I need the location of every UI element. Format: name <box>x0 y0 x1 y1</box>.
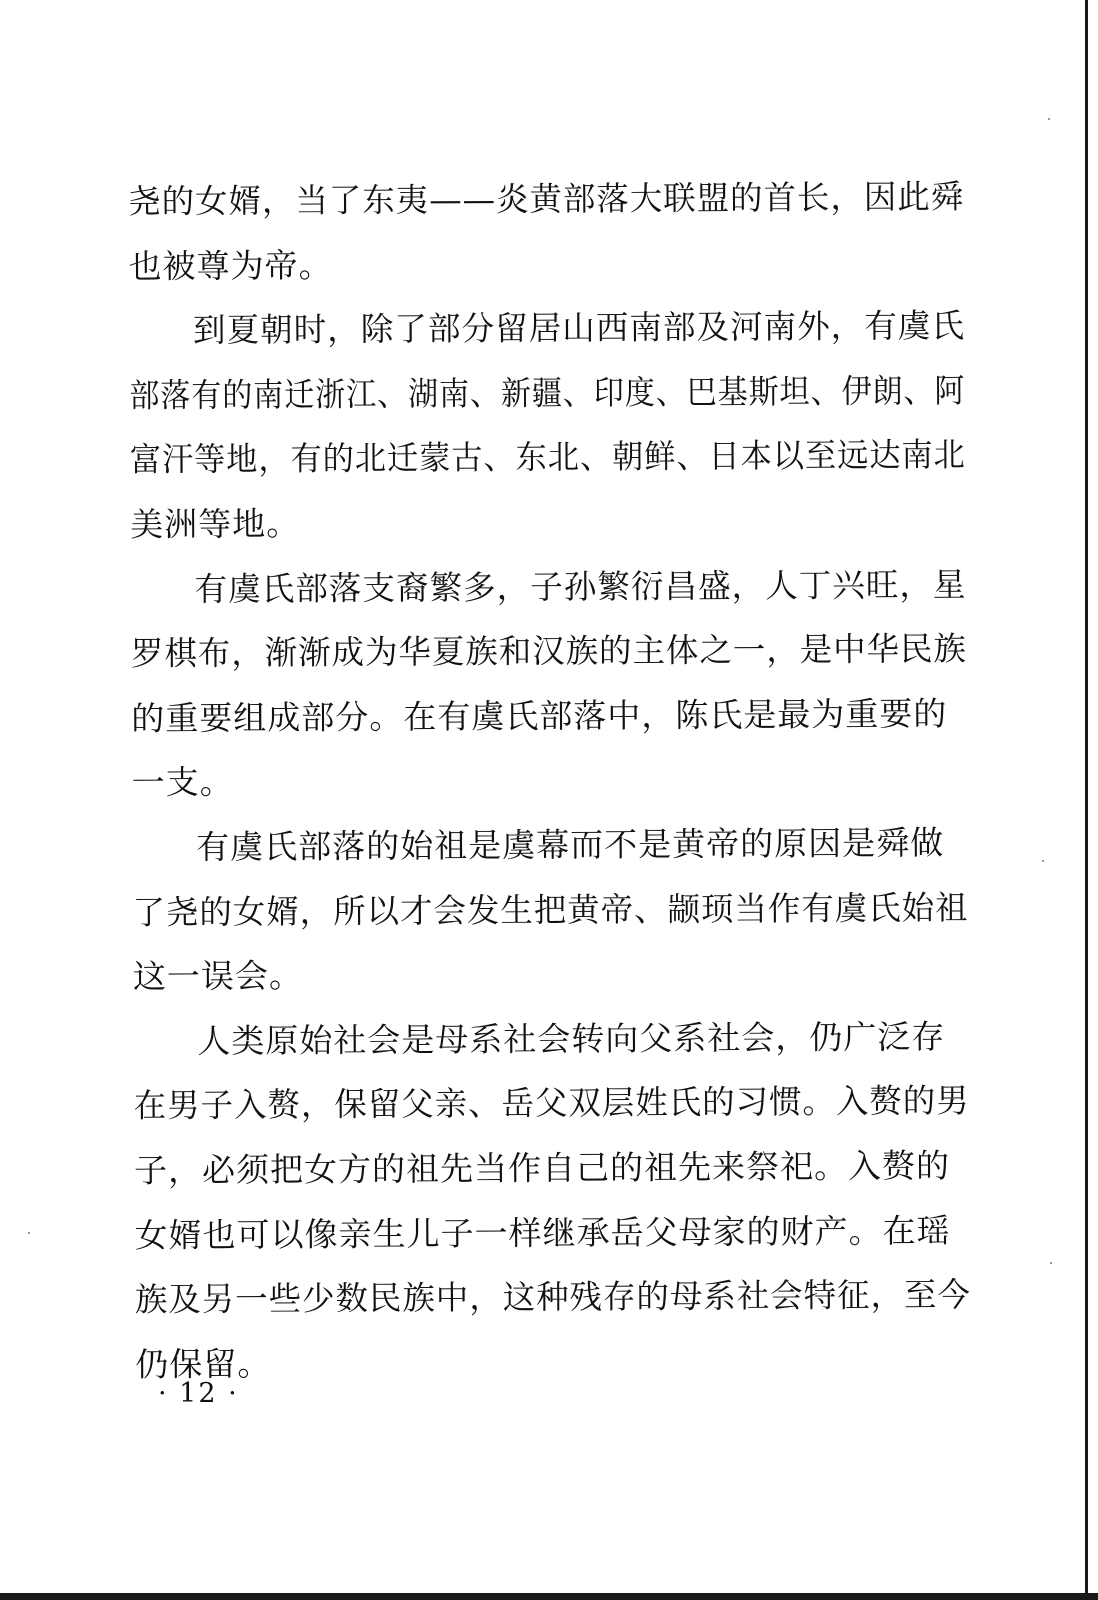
text-line: 女婿也可以像亲生儿子一样继承岳父母家的财产。在瑶 <box>134 1210 951 1255</box>
text-line: 尧的女婿，当了东夷——炎黄部落大联盟的首长，因此舜 <box>128 176 965 221</box>
scan-speck <box>1042 860 1044 862</box>
text-line: 一支。 <box>131 762 234 803</box>
text-line: 族及另一些少数民族中，这种残存的母系社会特征，至今 <box>134 1274 971 1320</box>
text-line: 了尧的女婿，所以才会发生把黄帝、颛顼当作有虞氏始祖 <box>132 887 969 932</box>
page-number: · 12 · <box>158 1378 239 1409</box>
text-line: 子，必须把女方的祖先当作自己的祖先来祭祀。入赘的 <box>133 1145 951 1190</box>
text-line: 的重要组成部分。在有虞氏部落中，陈氏是最为重要的 <box>131 693 948 738</box>
text-line: 仍保留。 <box>135 1343 272 1384</box>
text-line: 也被尊为帝。 <box>128 245 333 286</box>
text-line: 罗棋布，渐渐成为华夏族和汉族的主体之一，是中华民族 <box>130 629 968 674</box>
text-line: 部落有的南迁浙江、湖南、新疆、印度、巴基斯坦、伊朗、阿 <box>129 370 966 415</box>
text-line: 富汗等地，有的北迁蒙古、东北、朝鲜、日本以至远达南北 <box>129 435 966 480</box>
text-line: 在男子入赘，保留父亲、岳父双层姓氏的习惯。入赘的男 <box>133 1081 970 1126</box>
text-line: 到夏朝时，除了部分留居山西南部及河南外，有虞氏 <box>192 306 966 350</box>
text-line: 有虞氏部落的始祖是虞幕而不是黄帝的原因是舜做 <box>196 822 945 867</box>
scan-speck <box>1048 118 1050 120</box>
text-line: 这一误会。 <box>132 956 304 997</box>
scan-speck <box>28 1232 30 1234</box>
page-body-text <box>128 165 971 1397</box>
scan-border-bottom <box>0 1593 1098 1600</box>
text-line: 有虞氏部落支裔繁多，子孙繁衍昌盛，人丁兴旺，星 <box>194 564 967 609</box>
scan-border-right <box>1085 0 1088 1600</box>
scan-speck <box>1050 1262 1052 1264</box>
text-line: 美洲等地。 <box>130 503 301 544</box>
text-line: 人类原始社会是母系社会转向父系社会，仍广泛存 <box>197 1016 946 1061</box>
